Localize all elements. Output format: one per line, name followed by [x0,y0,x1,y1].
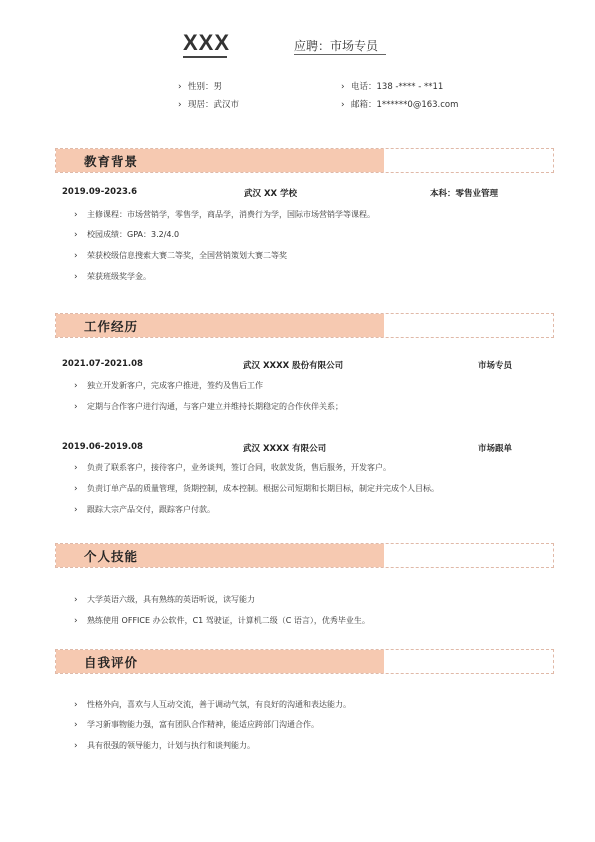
chevron-right-icon: › [74,720,78,730]
apply-position: 应聘：市场专员 [294,39,379,53]
chevron-right-icon: › [74,251,78,261]
chevron-right-icon: › [74,741,78,751]
chevron-right-icon: › [178,100,182,110]
chevron-right-icon: › [74,463,78,473]
list-item: › 独立开发新客户，完成客户推进，签约及售后工作 [74,381,263,391]
chevron-right-icon: › [74,381,78,391]
job-date: 2021.07-2021.08 [62,359,143,369]
section-self-header [55,649,554,674]
job-role: 市场跟单 [478,444,513,454]
list-item: › 负责了联系客户，接待客户，业务谈判，签订合同，收款发货，售后服务，开发客户。 [74,463,391,473]
chevron-right-icon: › [341,100,345,110]
list-item: › 负责订单产品的质量管理，货期控制，成本控制。根据公司短期和长期目标，制定并完成个人目标。 [74,484,439,494]
info-email: › 邮箱：1******0@163.com [341,100,459,110]
chevron-right-icon: › [74,402,78,412]
chevron-right-icon: › [74,210,78,220]
list-item: › 大学英语六级，具有熟练的英语听说，读写能力 [74,595,255,605]
section-title: 教育背景 [84,154,139,169]
job-date: 2019.06-2019.08 [62,442,143,452]
candidate-name: XXX [183,30,231,55]
list-item: › 校园成绩：GPA：3.2/4.0 [74,230,180,240]
section-education-header [55,148,554,173]
chevron-right-icon: › [74,272,78,282]
section-title: 工作经历 [84,319,139,334]
list-item: › 主修课程：市场营销学，零售学，商品学，消费行为学，国际市场营销学等课程。 [74,210,375,220]
job-company: 武汉 XXXX 有限公司 [243,444,327,454]
chevron-right-icon: › [178,82,182,92]
list-item: › 定期与合作客户进行沟通，与客户建立并维持长期稳定的合作伙伴关系； [74,402,343,412]
chevron-right-icon: › [74,616,78,626]
chevron-right-icon: › [74,700,78,710]
chevron-right-icon: › [74,505,78,515]
job-role: 市场专员 [478,361,513,371]
list-item: › 荣获校级信息搜索大赛二等奖，全国营销策划大赛二等奖 [74,251,287,261]
job-company: 武汉 XXXX 股份有限公司 [243,361,344,371]
list-item: › 熟练使用 OFFICE 办公软件，C1 驾驶证，计算机二级（C 语言），优秀毕业生。 [74,616,370,626]
chevron-right-icon: › [341,82,345,92]
list-item: › 跟踪大宗产品交付，跟踪客户付款。 [74,505,215,515]
list-item: › 学习新事物能力强，富有团队合作精神，能适应跨部门沟通合作。 [74,720,319,730]
section-title: 个人技能 [84,549,139,564]
section-work-header [55,313,554,338]
info-phone: › 电话：138 -**** - **11 [341,82,444,92]
education-major: 本科：零售业管理 [430,189,499,199]
chevron-right-icon: › [74,230,78,240]
list-item: › 荣获班级奖学金。 [74,272,151,282]
chevron-right-icon: › [74,595,78,605]
education-date: 2019.09-2023.6 [62,187,138,197]
section-title: 自我评价 [84,655,139,670]
section-skills-header [55,543,554,568]
info-gender: › 性别：男 [178,82,223,92]
chevron-right-icon: › [74,484,78,494]
apply-underline [294,54,386,55]
list-item: › 具有很强的领导能力，计划与执行和谈判能力。 [74,741,255,751]
education-school: 武汉 XX 学校 [244,189,298,199]
name-underline [183,56,227,58]
list-item: › 性格外向，喜欢与人互动交流，善于调动气氛，有良好的沟通和表达能力。 [74,700,351,710]
info-residence: › 现居：武汉市 [178,100,240,110]
